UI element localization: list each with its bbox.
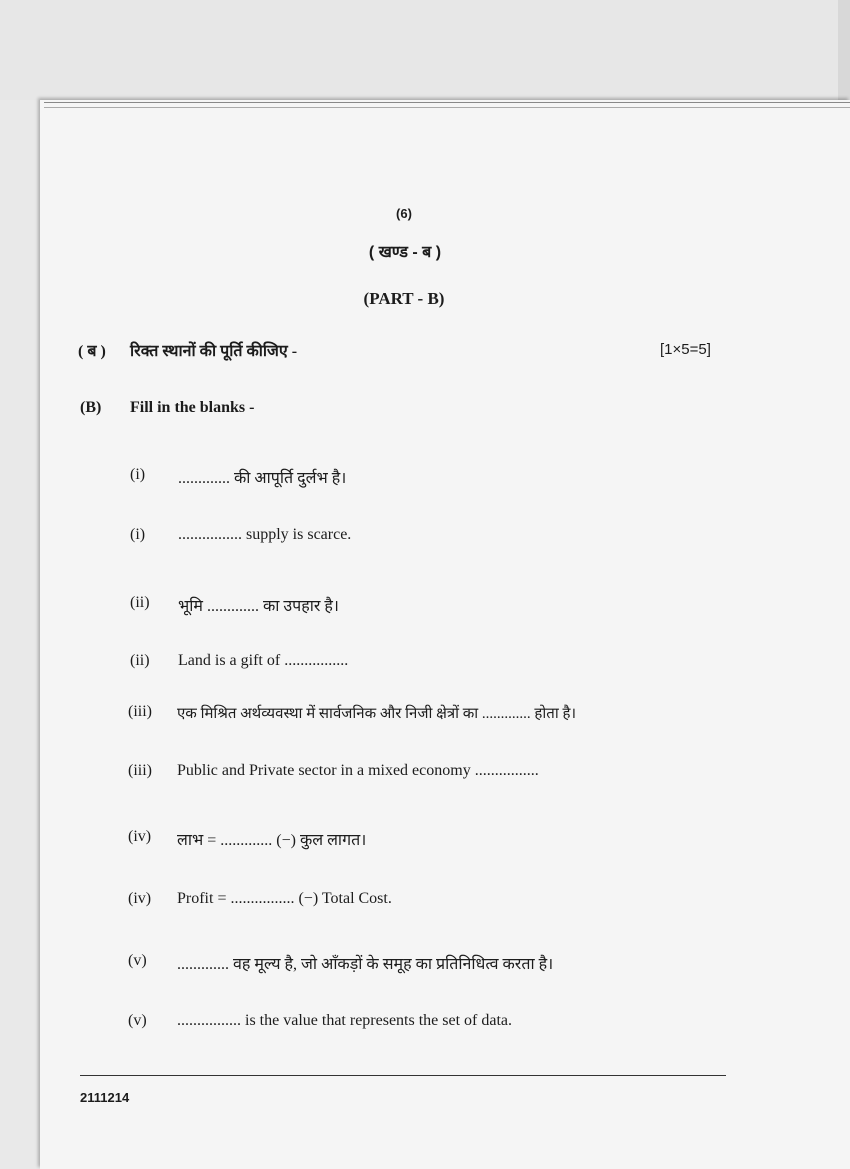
section-title-english: (PART - B)	[363, 289, 445, 308]
item-text-english: Profit = ................ (−) Total Cost.	[177, 890, 392, 907]
section-title-hindi: ( खण्ड - ब )	[368, 244, 442, 261]
item-number: (v)	[128, 952, 147, 969]
item-text-hindi: लाभ = ............. (−) कुल लागत।	[177, 832, 367, 849]
item-number: (iii)	[128, 703, 152, 720]
scan-background-top	[0, 0, 850, 100]
item-number: (ii)	[130, 594, 150, 611]
item-number: (v)	[128, 1012, 147, 1029]
item-number: (iv)	[128, 890, 152, 907]
exam-page	[40, 100, 850, 1169]
item-number: (ii)	[130, 652, 150, 669]
item-number: (i)	[130, 466, 146, 483]
footer-divider	[80, 1075, 726, 1076]
item-text-hindi: भूमि ............. का उपहार है।	[178, 598, 339, 615]
item-text-hindi: एक मिश्रित अर्थव्यवस्था में सार्वजनिक और निजी क्षेत्रों का ............. होता है।	[177, 706, 577, 722]
footer-paper-code: 2111214	[80, 1090, 130, 1105]
item-number: (i)	[130, 526, 146, 543]
item-text-english: ................ supply is scarce.	[178, 526, 352, 543]
item-number: (iv)	[128, 828, 152, 845]
item-text-hindi: ............. वह मूल्य है, जो आँकड़ों के समूह का प्रतिनिधित्व करता है।	[177, 956, 554, 973]
scan-edge-shadow	[838, 0, 850, 100]
page-top-edge	[44, 102, 850, 108]
item-text-english: Public and Private sector in a mixed economy ................	[177, 762, 539, 779]
item-text-hindi: ............. की आपूर्ति दुर्लभ है।	[178, 470, 347, 487]
question-instruction-english: Fill in the blanks -	[130, 399, 255, 416]
marks-allocation: [1×5=5]	[660, 341, 711, 358]
page-number: (6)	[396, 206, 412, 221]
item-text-english: Land is a gift of ................	[178, 652, 349, 669]
item-number: (iii)	[128, 762, 152, 779]
question-instruction-hindi: रिक्त स्थानों की पूर्ति कीजिए -	[130, 343, 298, 360]
question-label-hindi: ( ब )	[78, 343, 106, 360]
item-text-english: ................ is the value that represents the set of data.	[177, 1012, 513, 1029]
question-label-english: (B)	[80, 399, 102, 416]
